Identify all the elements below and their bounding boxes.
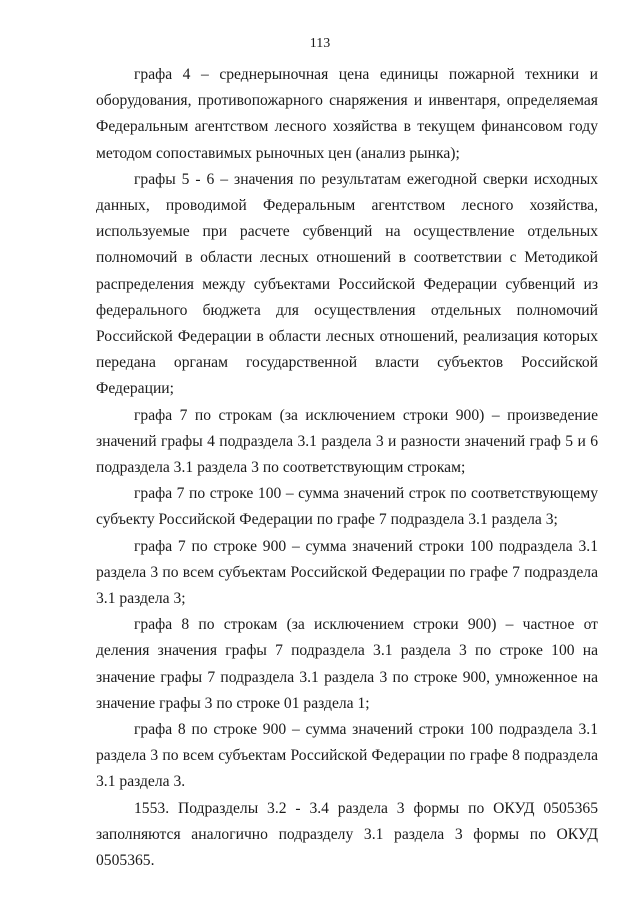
paragraph-grafa-7-row-900: графа 7 по строке 900 – сумма значений строки 100 подраздела 3.1 раздела 3 по всем субъектам Российской Федерации по графе 7 подраздела 3.1 раздела 3; <box>96 537 598 608</box>
page-number: 113 <box>309 36 331 51</box>
paragraph-item-1553: 1553. Подразделы 3.2 - 3.4 раздела 3 формы по ОКУД 0505365 заполняются аналогично подразделу 3.1 раздела 3 формы по ОКУД 0505365. <box>96 799 598 870</box>
document-body <box>96 62 598 874</box>
paragraph-grafa-8-rows: графа 8 по строкам (за исключением строки 900) – частное от деления значения графы 7 подраздела 3.1 раздела 3 по строке 100 на значение графы 7 подраздела 3.1 раздела 3 по строке 900, умноженное на значение графы 3 по строке 01 раздела 1; <box>96 616 598 712</box>
paragraph-grafa-4: графа 4 – среднерыночная цена единицы пожарной техники и оборудования, противопожарного снаряжения и инвентаря, определяемая Федеральным агентством лесного хозяйства в текущем финансовом году методом сопоставимых рыночных цен (анализ рынка); <box>96 66 598 162</box>
paragraph-grafa-8-row-900: графа 8 по строке 900 – сумма значений строки 100 подраздела 3.1 раздела 3 по всем субъектам Российской Федерации по графе 8 подраздела 3.1 раздела 3. <box>96 721 598 791</box>
paragraph-grafy-5-6: графы 5 - 6 – значения по результатам ежегодной сверки исходных данных, проводимой Федеральным агентством лесного хозяйства, используемые при расчете субвенций на осуществление отдельных полномочий в области лесных отношений в соответствии с Методикой распределения между субъектами Российской Федерации субвенций из федерального бюджета для осуществления отдельных полномочий Российской Федерации в области лесных отношений, реализация которых передана органам государственной власти субъектов Российской Федерации; <box>96 170 598 398</box>
paragraph-grafa-7-rows: графа 7 по строкам (за исключением строки 900) – произведение значений графы 4 подраздела 3.1 раздела 3 и разности значений граф 5 и 6 подраздела 3.1 раздела 3 по соответствующим строкам; <box>96 406 598 477</box>
paragraph-grafa-7-row-100: графа 7 по строке 100 – сумма значений строк по соответствующему субъекту Российской Федерации по графе 7 подраздела 3.1 раздела 3; <box>96 485 598 529</box>
